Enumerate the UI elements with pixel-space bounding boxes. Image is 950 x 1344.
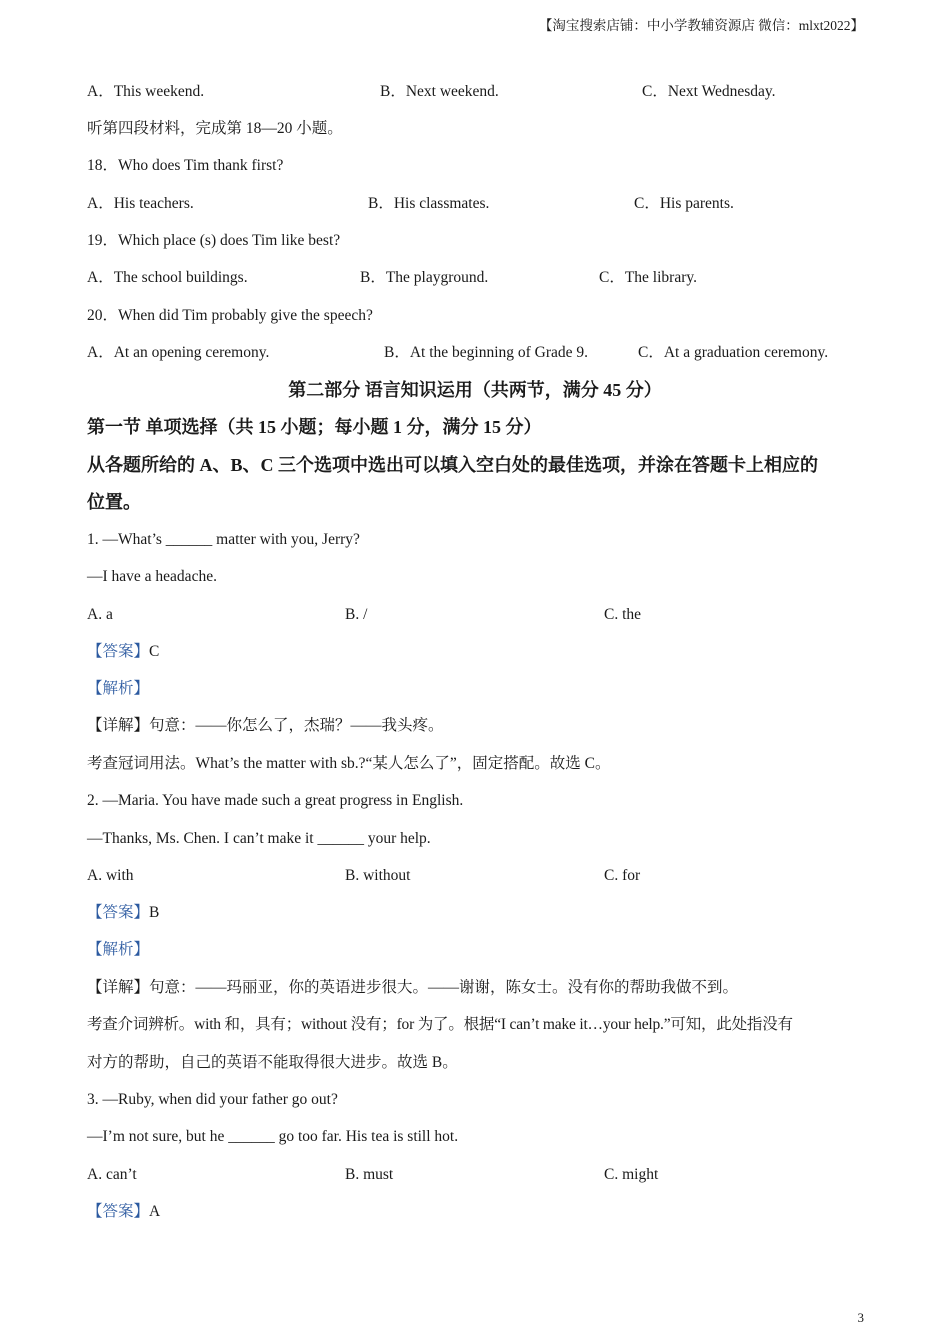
mc1-answer: C	[149, 643, 160, 660]
mc2-analysis-label: 【解析】	[87, 941, 150, 958]
mc3-answer-row	[87, 1202, 160, 1222]
q20-option-c: C．At a graduation ceremony.	[638, 344, 829, 361]
answer-label: 【答案】	[87, 904, 150, 921]
q20-stem: 20．When did Tim probably give the speech?	[87, 307, 373, 324]
detail-label: 【详解】	[87, 717, 150, 734]
page-header: 【淘宝搜索店铺：中小学教辅资源店 微信：mlxt2022】	[538, 18, 864, 33]
mc2-answer-row	[87, 903, 159, 923]
q18-option-c: C．His parents.	[634, 195, 734, 212]
section4-intro: 听第四段材料，完成第 18—20 小题。	[87, 120, 343, 137]
q17-option-b: B．Next weekend.	[380, 83, 499, 100]
q19-option-b: B．The playground.	[360, 269, 489, 286]
q20-option-b: B．At the beginning of Grade 9.	[384, 344, 589, 361]
mc1-question: 1. —What’s ______ matter with you, Jerry?	[87, 531, 360, 548]
mc2-detail: 句意：——玛丽亚，你的英语进步很大。——谢谢，陈女士。没有你的帮助我做不到。	[149, 979, 739, 996]
q20-option-a: A．At an opening ceremony.	[87, 344, 270, 361]
mc1-detail-row	[87, 716, 444, 736]
mc3-option-a: A. can’t	[87, 1166, 137, 1183]
mc3-option-b: B. must	[345, 1166, 394, 1183]
mc3-reply: —I’m not sure, but he ______ go too far. His tea is still hot.	[87, 1128, 459, 1145]
mc2-option-a: A. with	[87, 867, 134, 884]
mc1-answer-row	[87, 642, 159, 662]
instructions-line-2: 位置。	[87, 492, 141, 512]
mc2-explain-line-2: 对方的帮助，自己的英语不能取得很大进步。故选 B。	[87, 1054, 458, 1071]
mc1-option-b: B. /	[345, 606, 368, 623]
q19-option-c: C．The library.	[599, 269, 697, 286]
part2-title: 第二部分 语言知识运用（共两节，满分 45 分）	[288, 380, 662, 400]
instructions-line-1: 从各题所给的 A、B、C 三个选项中选出可以填入空白处的最佳选项，并涂在答题卡上相应的	[87, 455, 818, 475]
q17-option-c: C．Next Wednesday.	[642, 83, 776, 100]
detail-label: 【详解】	[87, 979, 150, 996]
q19-option-a: A．The school buildings.	[87, 269, 248, 286]
mc1-reply: —I have a headache.	[87, 568, 217, 585]
mc2-option-c: C. for	[604, 867, 641, 884]
mc2-question: 2. —Maria. You have made such a great progress in English.	[87, 792, 464, 809]
mc1-analysis-label: 【解析】	[87, 680, 150, 697]
q18-option-a: A．His teachers.	[87, 195, 194, 212]
mc1-option-c: C. the	[604, 606, 642, 623]
mc2-option-b: B. without	[345, 867, 411, 884]
mc2-reply: —Thanks, Ms. Chen. I can’t make it ______ your help.	[87, 830, 431, 847]
mc2-answer: B	[149, 904, 160, 921]
q17-option-a: A．This weekend.	[87, 83, 205, 100]
mc1-detail: 句意：——你怎么了，杰瑞？——我头疼。	[149, 717, 444, 734]
q18-stem: 18．Who does Tim thank first?	[87, 157, 284, 174]
mc3-answer: A	[149, 1203, 161, 1220]
mc1-option-a: A. a	[87, 606, 113, 623]
q19-stem: 19．Which place (s) does Tim like best?	[87, 232, 341, 249]
q18-option-b: B．His classmates.	[368, 195, 490, 212]
mc3-option-c: C. might	[604, 1166, 659, 1183]
answer-label: 【答案】	[87, 1203, 150, 1220]
mc1-explain: 考查冠词用法。What’s the matter with sb.?“某人怎么了”，固定搭配。故选 C。	[87, 755, 611, 772]
section1-title: 第一节 单项选择（共 15 小题；每小题 1 分，满分 15 分）	[87, 417, 542, 437]
page-number: 3	[857, 1310, 864, 1325]
answer-label: 【答案】	[87, 643, 150, 660]
mc3-question: 3. —Ruby, when did your father go out?	[87, 1091, 338, 1108]
mc2-detail-row	[87, 978, 738, 998]
mc2-explain-line-1: 考查介词辨析。with 和，具有；without 没有；for 为了。根据“I can’t make it…your help.”可知，此处指没有	[87, 1016, 793, 1033]
